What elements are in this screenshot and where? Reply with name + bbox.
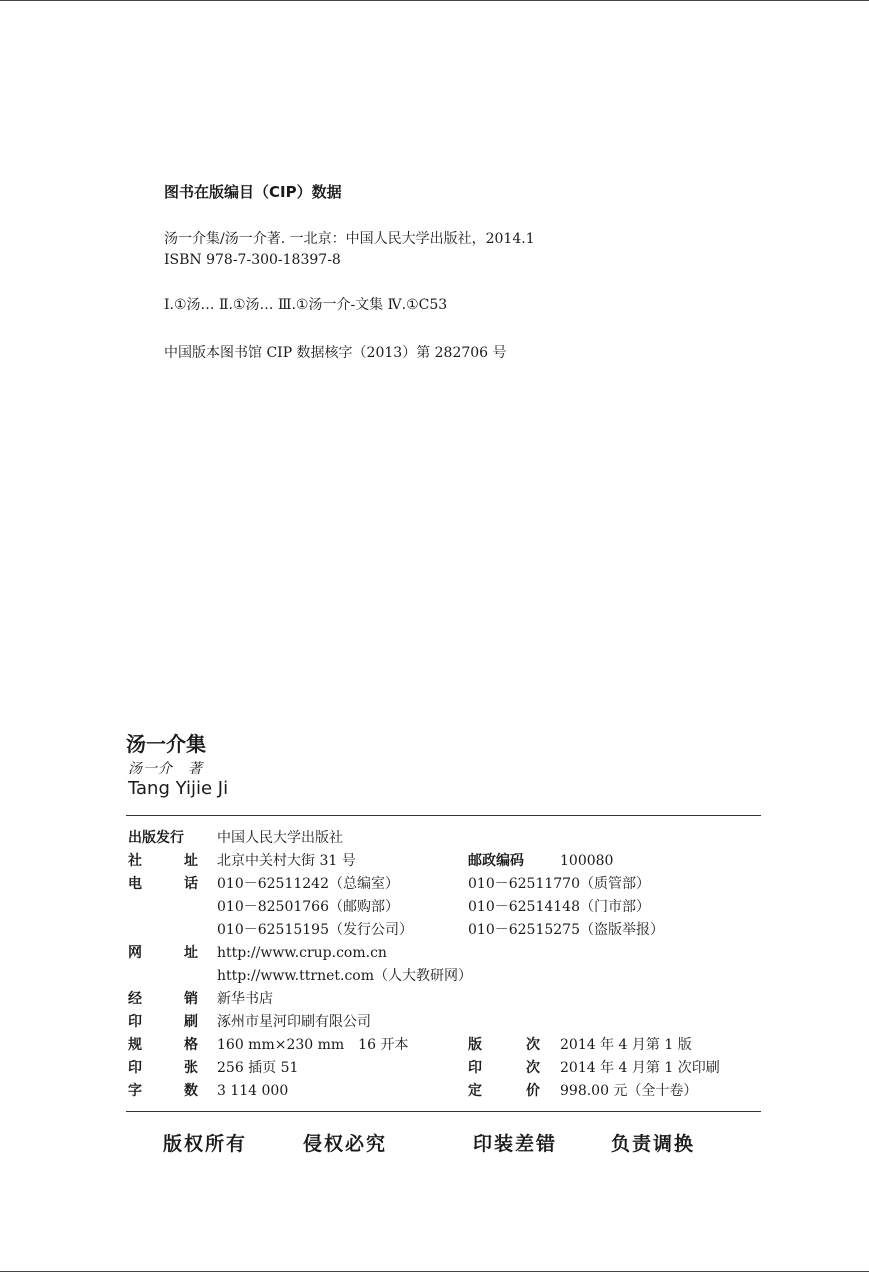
postcode-value: 100080: [560, 853, 614, 869]
printer-label-char: 印: [128, 1014, 142, 1030]
colophon-row-format: [128, 1034, 758, 1057]
phone-value: 010－62515275（盗版举报）: [468, 922, 664, 938]
book-title: 汤一介集: [126, 732, 206, 756]
website-label: [128, 942, 198, 965]
phone-label-char: 电: [128, 876, 142, 892]
cip-classification: Ⅰ.①汤… Ⅱ.①汤… Ⅲ.①汤一介-文集 Ⅳ.①C53: [164, 297, 448, 313]
words-label-char: 数: [184, 1083, 198, 1099]
printing-label-char: 印: [468, 1060, 482, 1076]
book-title-pinyin: Tang Yijie Ji: [128, 778, 229, 799]
phone-label: [128, 873, 198, 896]
distributor-value: 新华书店: [217, 991, 273, 1007]
printer-label: [128, 1011, 198, 1034]
colophon-row-publisher: [128, 827, 758, 850]
phone-value: 010－62515195（发行公司）: [217, 922, 413, 938]
colophon-row-website-1: [128, 942, 758, 965]
edition-label-char: 次: [526, 1037, 540, 1053]
postcode-label: 邮政编码: [468, 853, 524, 869]
colophon-row-sheets: [128, 1057, 758, 1080]
printing-label-char: 次: [526, 1060, 540, 1076]
colophon: [128, 827, 758, 1103]
distributor-label-char: 销: [184, 991, 198, 1007]
printing-label: [468, 1057, 540, 1080]
slogan-phrase: 版权所有: [163, 1133, 248, 1155]
printer-value: 涿州市星河印刷有限公司: [217, 1014, 371, 1030]
edition-label-char: 版: [468, 1037, 482, 1053]
colophon-row-website-2: [128, 965, 758, 988]
address-label-char: 社: [128, 853, 142, 869]
edition-value: 2014 年 4 月第 1 版: [560, 1037, 692, 1053]
price-value: 998.00 元（全十卷）: [560, 1083, 698, 1099]
address-label: [128, 850, 198, 873]
colophon-row-phone-2: [128, 896, 758, 919]
words-label-char: 字: [128, 1083, 142, 1099]
phone-value: 010－62514148（门市部）: [468, 899, 650, 915]
distributor-label-char: 经: [128, 991, 142, 1007]
words-value: 3 114 000: [217, 1083, 289, 1099]
words-label: [128, 1080, 198, 1103]
slogan-phrase: 侵权必究: [303, 1133, 388, 1155]
website-value: http://www.crup.com.cn: [217, 945, 387, 961]
publisher-value: 中国人民大学出版社: [217, 830, 343, 846]
price-label: [468, 1080, 540, 1103]
slogan-phrase: 印装差错: [473, 1133, 558, 1155]
phone-value: 010－82501766（邮购部）: [217, 899, 399, 915]
printer-label-char: 刷: [184, 1014, 198, 1030]
website-value: http://www.ttrnet.com（人大教研网）: [217, 968, 472, 984]
divider-top: [126, 815, 761, 816]
cip-record-number: 中国版本图书馆 CIP 数据核字（2013）第 282706 号: [164, 345, 507, 361]
address-value: 北京中关村大街 31 号: [217, 853, 356, 869]
website-label-char: 址: [184, 945, 198, 961]
colophon-row-distributor: [128, 988, 758, 1011]
sheets-value: 256 插页 51: [217, 1060, 299, 1076]
sheets-label: [128, 1057, 198, 1080]
divider-bottom: [126, 1111, 761, 1112]
price-label-char: 定: [468, 1083, 482, 1099]
sheets-label-char: 张: [184, 1060, 198, 1076]
publisher-label: 出版发行: [128, 830, 184, 846]
colophon-row-phone-3: [128, 919, 758, 942]
website-label-char: 网: [128, 945, 142, 961]
cip-title-line: 汤一介集/汤一介著. 一北京：中国人民大学出版社，2014.1: [164, 231, 535, 247]
format-label: [128, 1034, 198, 1057]
colophon-row-address: [128, 850, 758, 873]
bottom-border: [0, 1271, 869, 1272]
slogan-phrase: 负责调换: [611, 1133, 696, 1155]
top-border: [0, 0, 869, 1]
format-label-char: 格: [184, 1037, 198, 1053]
edition-label: [468, 1034, 540, 1057]
colophon-row-phone-1: [128, 873, 758, 896]
cip-block: [164, 180, 784, 361]
price-label-char: 价: [526, 1083, 540, 1099]
cip-heading: 图书在版编目（CIP）数据: [164, 183, 342, 201]
phone-value: 010－62511770（质管部）: [468, 876, 650, 892]
printing-value: 2014 年 4 月第 1 次印刷: [560, 1060, 720, 1076]
sheets-label-char: 印: [128, 1060, 142, 1076]
format-value: 160 mm×230 mm 16 开本: [217, 1037, 409, 1053]
copyright-slogan: [163, 1125, 733, 1157]
cip-isbn: ISBN 978-7-300-18397-8: [164, 252, 341, 268]
colophon-row-printer: [128, 1011, 758, 1034]
phone-value: 010－62511242（总编室）: [217, 876, 399, 892]
book-author: 汤一介 著: [128, 761, 203, 777]
address-label-char: 址: [184, 853, 198, 869]
colophon-row-words: [128, 1080, 758, 1103]
phone-label-char: 话: [184, 876, 198, 892]
distributor-label: [128, 988, 198, 1011]
format-label-char: 规: [128, 1037, 142, 1053]
